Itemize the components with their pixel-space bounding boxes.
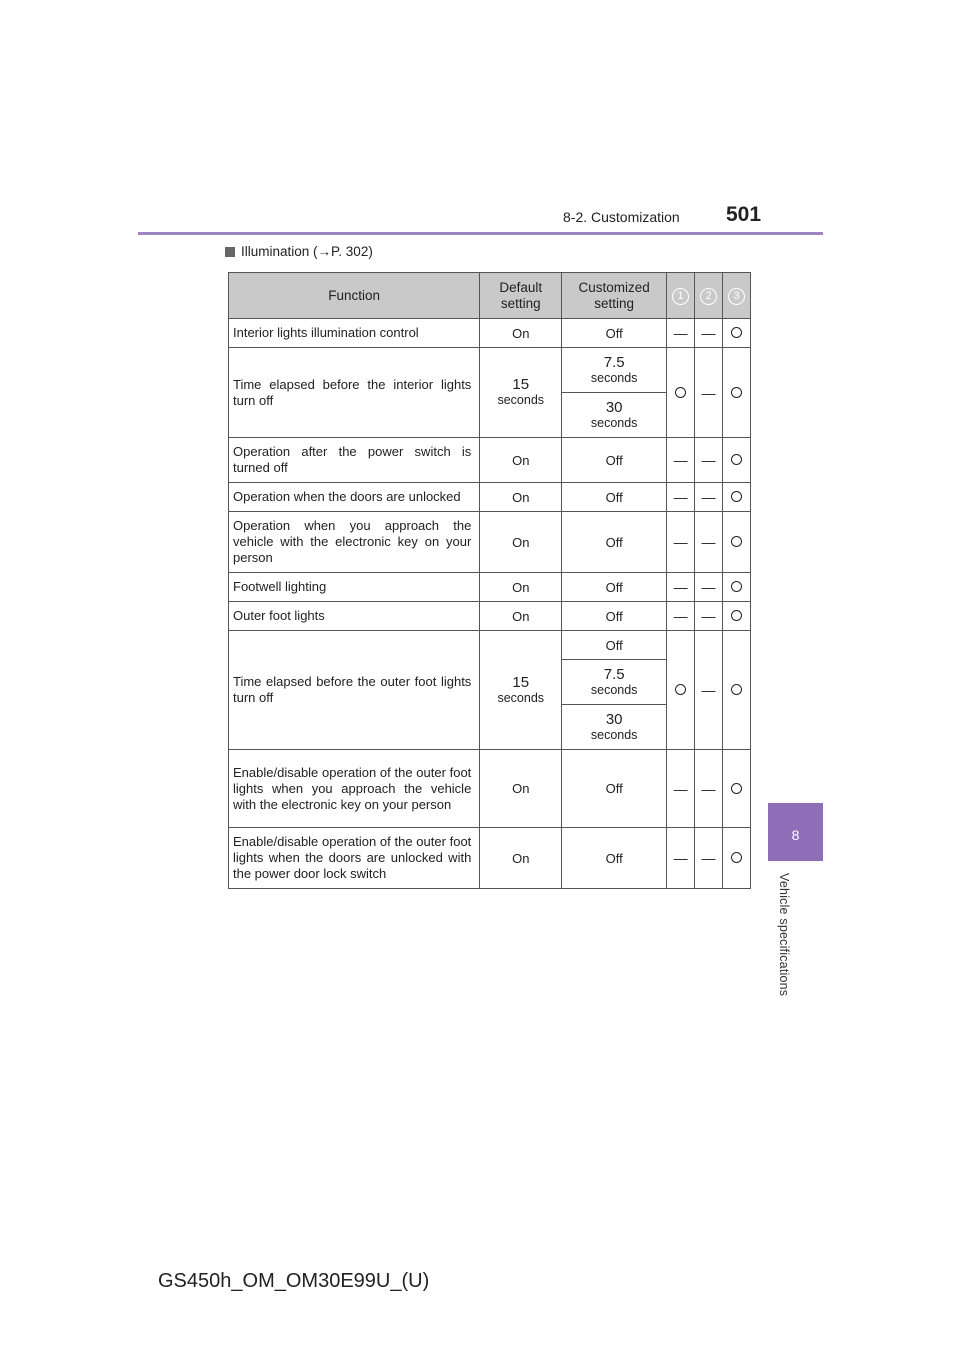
table-row xyxy=(229,483,751,512)
dash-cell: — xyxy=(695,602,723,631)
chapter-label: Vehicle specifications xyxy=(777,873,791,997)
circle-cell xyxy=(723,602,751,631)
circle-cell xyxy=(723,750,751,828)
custom-cell: Off xyxy=(562,750,667,828)
function-cell: Operation when the doors are unlocked xyxy=(229,483,480,512)
function-cell: Enable/disable operation of the outer foot lights when the doors are unlocked with the power door lock switch xyxy=(229,828,480,889)
function-cell: Time elapsed before the interior lights turn off xyxy=(229,348,480,438)
custom-value: 7.5 xyxy=(603,353,625,371)
table-row xyxy=(229,438,751,483)
dash-cell: — xyxy=(695,828,723,889)
dash-cell: — xyxy=(695,483,723,512)
dash-cell: — xyxy=(695,573,723,602)
circle-cell xyxy=(723,319,751,348)
table-row xyxy=(229,602,751,631)
custom-cell: Off xyxy=(562,828,667,889)
custom-unit: seconds xyxy=(590,370,638,385)
circle-cell xyxy=(723,438,751,483)
header-section-title: 8-2. Customization xyxy=(563,209,680,225)
default-value: 15 xyxy=(512,673,530,691)
custom-cell: Off xyxy=(562,631,667,660)
custom-cell xyxy=(562,705,667,750)
function-cell: Outer foot lights xyxy=(229,602,480,631)
table-row xyxy=(229,348,751,393)
dash-cell: — xyxy=(667,602,695,631)
dash-cell: — xyxy=(667,750,695,828)
custom-value: 30 xyxy=(605,710,623,728)
circle-mark-icon xyxy=(731,327,742,338)
custom-unit: seconds xyxy=(590,415,638,430)
circle-cell xyxy=(723,512,751,573)
table-row xyxy=(229,319,751,348)
circle-mark-icon xyxy=(731,581,742,592)
default-cell: On xyxy=(480,438,562,483)
custom-cell: Off xyxy=(562,602,667,631)
circle-mark-icon xyxy=(731,387,742,398)
circle-cell xyxy=(667,631,695,750)
circle-mark-icon xyxy=(731,491,742,502)
dash-cell: — xyxy=(695,512,723,573)
header-col-3 xyxy=(723,273,751,319)
circle-cell xyxy=(723,348,751,438)
circle-mark-icon xyxy=(731,610,742,621)
section-title-text: Illumination (→P. 302) xyxy=(241,244,373,259)
default-cell xyxy=(480,348,562,438)
circle-cell xyxy=(723,573,751,602)
custom-cell: Off xyxy=(562,573,667,602)
table-row xyxy=(229,828,751,889)
customization-table xyxy=(228,272,751,889)
circle-cell xyxy=(723,828,751,889)
default-cell: On xyxy=(480,512,562,573)
custom-cell xyxy=(562,348,667,393)
header-customized xyxy=(562,273,667,319)
header-divider xyxy=(138,232,823,235)
header-default-text: Default setting xyxy=(499,279,543,311)
default-cell: On xyxy=(480,319,562,348)
dash-cell: — xyxy=(667,573,695,602)
default-cell: On xyxy=(480,750,562,828)
header-col-1 xyxy=(667,273,695,319)
circle-cell xyxy=(667,348,695,438)
dash-cell: — xyxy=(695,348,723,438)
circled-3-icon: 3 xyxy=(728,288,745,305)
circled-2-icon: 2 xyxy=(700,288,717,305)
dash-cell: — xyxy=(695,750,723,828)
custom-cell xyxy=(562,393,667,438)
function-cell: Footwell lighting xyxy=(229,573,480,602)
circled-1-icon: 1 xyxy=(672,288,689,305)
default-cell: On xyxy=(480,602,562,631)
default-value: 15 xyxy=(512,376,530,393)
header-function: Function xyxy=(229,273,480,319)
default-cell xyxy=(480,631,562,750)
dash-cell: — xyxy=(667,512,695,573)
header-default xyxy=(480,273,562,319)
function-cell: Operation after the power switch is turned off xyxy=(229,438,480,483)
circle-mark-icon xyxy=(731,454,742,465)
table-row xyxy=(229,512,751,573)
custom-cell: Off xyxy=(562,319,667,348)
custom-value: 30 xyxy=(605,398,623,416)
circle-cell xyxy=(723,483,751,512)
chapter-tab xyxy=(768,803,823,861)
table-row xyxy=(229,631,751,660)
dash-cell: — xyxy=(695,319,723,348)
circle-mark-icon xyxy=(731,783,742,794)
table-row xyxy=(229,573,751,602)
section-title xyxy=(225,244,373,259)
dash-cell: — xyxy=(695,631,723,750)
circle-mark-icon xyxy=(731,852,742,863)
circle-mark-icon xyxy=(675,684,686,695)
circle-cell xyxy=(723,631,751,750)
custom-value: 7.5 xyxy=(603,665,625,683)
default-unit: seconds xyxy=(497,690,545,705)
function-cell: Time elapsed before the outer foot lights turn off xyxy=(229,631,480,750)
custom-unit: seconds xyxy=(590,727,638,742)
header-customized-text: Customized setting xyxy=(578,279,650,311)
circle-mark-icon xyxy=(675,387,686,398)
table-header-row xyxy=(229,273,751,319)
custom-cell: Off xyxy=(562,438,667,483)
square-bullet-icon xyxy=(225,247,235,257)
default-cell: On xyxy=(480,573,562,602)
chapter-number: 8 xyxy=(791,827,800,843)
header-col-2 xyxy=(695,273,723,319)
custom-cell xyxy=(562,660,667,705)
custom-unit: seconds xyxy=(590,682,638,697)
function-cell: Enable/disable operation of the outer foot lights when you approach the vehicle with the electronic key on your person xyxy=(229,750,480,828)
function-cell: Operation when you approach the vehicle with the electronic key on your person xyxy=(229,512,480,573)
document-code-footer: GS450h_OM_OM30E99U_(U) xyxy=(158,1270,430,1292)
page-number: 501 xyxy=(726,203,762,226)
dash-cell: — xyxy=(667,319,695,348)
default-unit: seconds xyxy=(497,393,545,407)
dash-cell: — xyxy=(667,828,695,889)
function-cell: Interior lights illumination control xyxy=(229,319,480,348)
dash-cell: — xyxy=(667,438,695,483)
default-cell: On xyxy=(480,483,562,512)
custom-cell: Off xyxy=(562,483,667,512)
dash-cell: — xyxy=(695,438,723,483)
custom-cell: Off xyxy=(562,512,667,573)
table-row xyxy=(229,750,751,828)
circle-mark-icon xyxy=(731,536,742,547)
dash-cell: — xyxy=(667,483,695,512)
circle-mark-icon xyxy=(731,684,742,695)
default-cell: On xyxy=(480,828,562,889)
